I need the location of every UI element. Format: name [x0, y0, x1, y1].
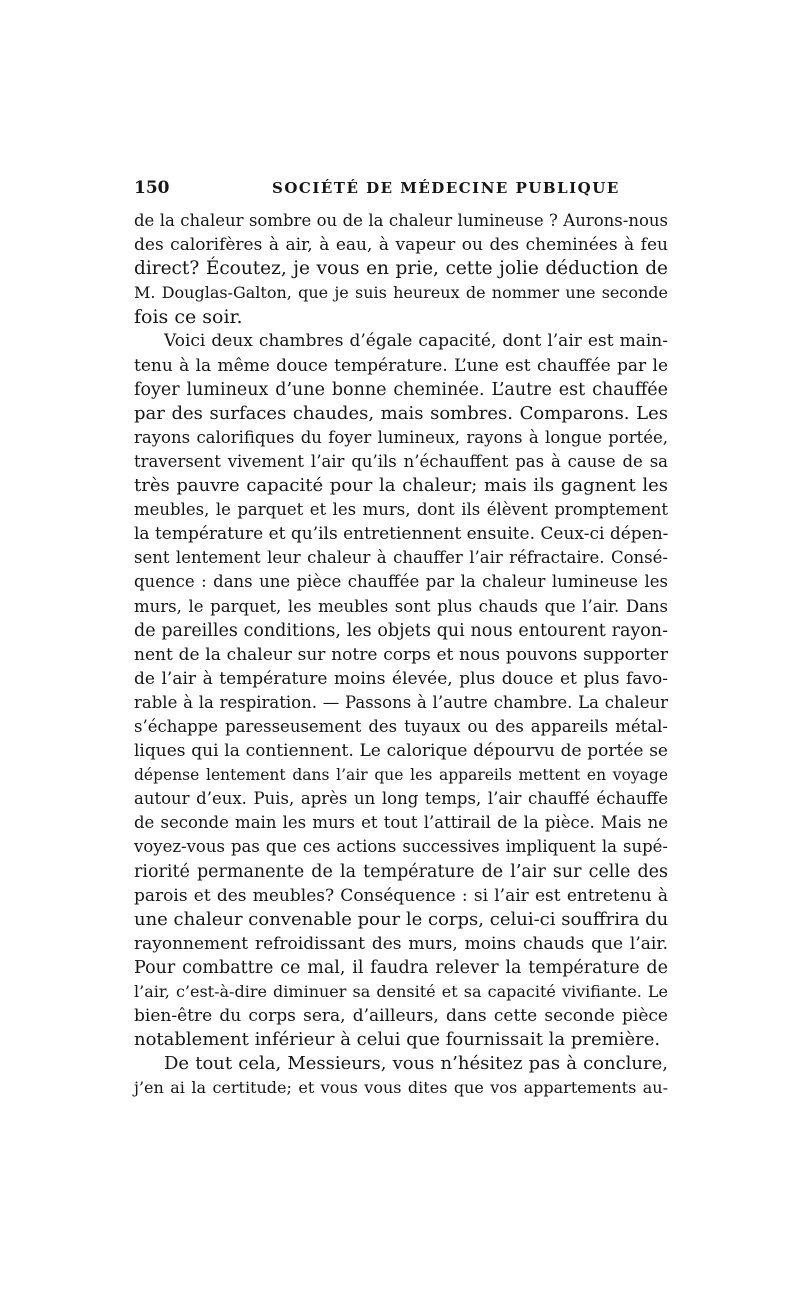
page-header: [134, 177, 670, 203]
body-text: [134, 209, 668, 1100]
text-line: quence : dans une pièce chauffée par la chaleur lumineuse les: [134, 572, 668, 592]
text-line: de seconde main les murs et tout l’attirail de la pièce. Mais ne: [134, 813, 668, 833]
text-line: voyez-vous pas que ces actions successives impliquent la supé-: [134, 837, 668, 857]
text-line: murs, le parquet, les meubles sont plus chauds que l’air. Dans: [134, 596, 668, 616]
text-line: parois et des meubles? Conséquence : si l’air est entretenu à: [134, 885, 668, 906]
text-line: j’en ai la certitude; et vous vous dites que vos appartements au-: [134, 1078, 668, 1098]
text-line: rayonnement refroidissant des murs, moins chauds que l’air.: [134, 933, 668, 954]
paragraph-first-line: Voici deux chambres d’égale capacité, dont l’air est main-: [164, 331, 668, 352]
text-line: tenu à la même douce température. L’une est chauffée par le: [134, 355, 668, 376]
text-line: autour d’eux. Puis, après un long temps, l’air chauffé échauffe: [134, 789, 668, 809]
text-line: fois ce soir.: [134, 306, 243, 329]
text-line: de pareilles conditions, les objets qui nous entourent rayon-: [134, 620, 668, 641]
running-head: SOCIÉTÉ DE MÉDECINE PUBLIQUE: [272, 179, 620, 197]
page-number: 150: [134, 178, 170, 198]
text-line: notablement inférieur à celui que fournissait la première.: [134, 1029, 661, 1051]
text-line: dépense lentement dans l’air que les appareils mettent en voyage: [134, 766, 668, 785]
text-line: l’air, c’est-à-dire diminuer sa densité et sa capacité vivifiante. Le: [134, 982, 668, 1001]
text-line: riorité permanente de la température de l’air sur celle des: [134, 861, 668, 882]
text-line: une chaleur convenable pour le corps, celui-ci souffrira du: [134, 908, 669, 930]
paragraph-first-line: De tout cela, Messieurs, vous n’hésitez pas à conclure,: [164, 1053, 668, 1075]
text-line: des calorifères à air, à eau, à vapeur ou des cheminées à feu: [134, 235, 668, 256]
text-line: rayons calorifiques du foyer lumineux, rayons à longue portée,: [134, 427, 668, 447]
text-line: de la chaleur sombre ou de la chaleur lumineuse ? Aurons-nous: [134, 211, 668, 230]
text-line: nent de la chaleur sur notre corps et nous pouvons supporter: [134, 644, 668, 665]
text-line: la température et qu’ils entretiennent ensuite. Ceux-ci dépen-: [134, 524, 669, 545]
text-line: meubles, le parquet et les murs, dont ils élèvent promptement: [134, 500, 668, 520]
text-line: de l’air à température moins élevée, plus douce et plus favo-: [134, 668, 668, 689]
text-line: bien-être du corps sera, d’ailleurs, dans cette seconde pièce: [134, 1006, 668, 1027]
text-line: rable à la respiration. — Passons à l’autre chambre. La chaleur: [134, 692, 668, 712]
text-line: par des surfaces chaudes, mais sombres. Comparons. Les: [134, 402, 668, 424]
text-line: direct? Écoutez, je vous en prie, cette jolie déduction de: [134, 258, 668, 280]
text-line: sent lentement leur chaleur à chauffer l’air réfractaire. Consé-: [134, 548, 668, 568]
text-line: foyer lumineux d’une bonne cheminée. L’autre est chauffée: [134, 379, 668, 400]
text-line: très pauvre capacité pour la chaleur; mais ils gagnent les: [134, 475, 668, 497]
text-line: liques qui la contiennent. Le calorique dépourvu de portée se: [134, 741, 668, 762]
text-line: traversent vivement l’air qu’ils n’échauffent pas à cause de sa: [134, 451, 668, 471]
text-line: Pour combattre ce mal, il faudra relever la température de: [134, 957, 668, 978]
text-line: M. Douglas-Galton, que je suis heureux de nommer une seconde: [134, 283, 668, 303]
text-line: s’échappe paresseusement des tuyaux ou des appareils métal-: [134, 716, 668, 736]
